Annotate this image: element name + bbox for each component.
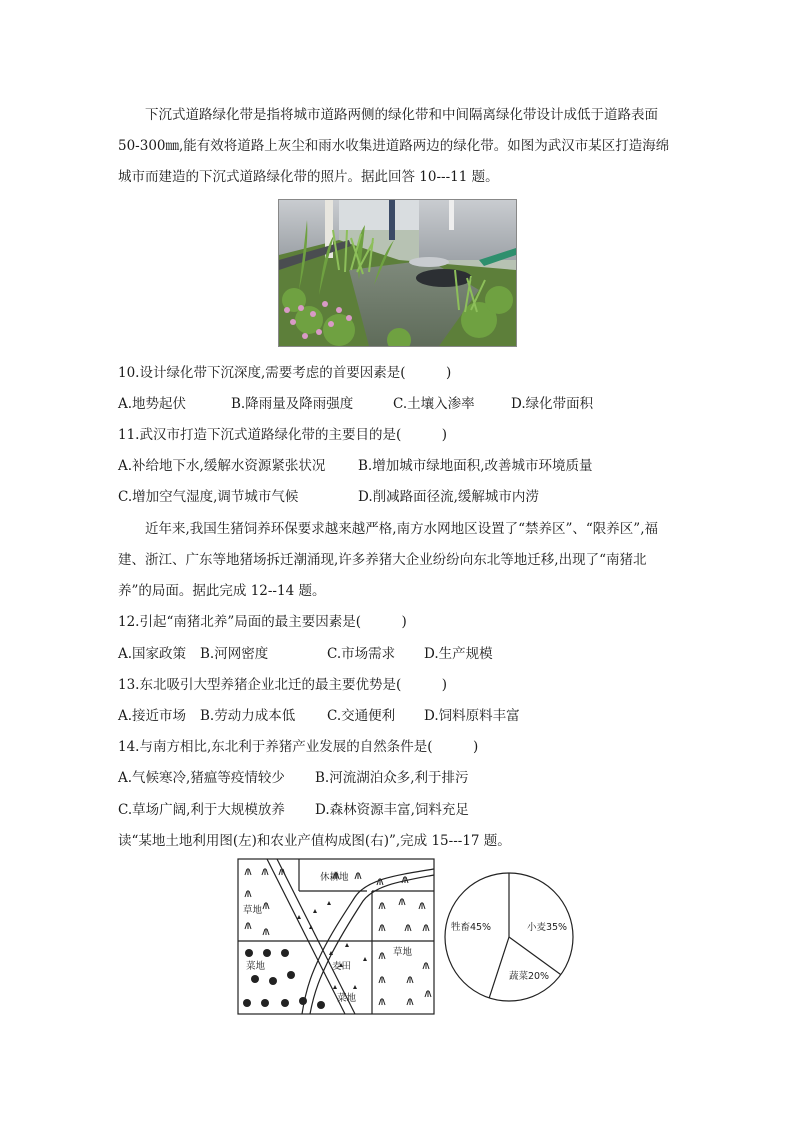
q12-option-c[interactable]: C.市场需求 [327,646,396,662]
label-veg-left: 菜地 [246,961,266,972]
land-use-and-output-figure [237,857,582,1021]
q14-option-d[interactable]: D.森林资源丰富,饲料充足 [315,802,469,818]
pie-slice-boundary-2 [509,937,561,975]
label-grass-right: 草地 [393,947,413,958]
q11-option-b[interactable]: B.增加城市绿地面积,改善城市环境质量 [358,458,593,474]
q13-option-c[interactable]: C.交通便利 [327,708,396,724]
question-11-options-row1 [118,456,593,476]
passage-2: 近年来,我国生猪饲养环保要求越来越严格,南方水网地区设置了“禁养区”、“限养区”,福建、浙江、广东等地猪场拆迁潮涌现,许多养猪大企业纷纷向东北等地迁移,出现了“南猪北养”的局面。据此完成 12--14 题。 [118,521,658,599]
q10-option-c[interactable]: C.土壤入渗率 [393,396,475,412]
q11-option-c[interactable]: C.增加空气湿度,调节城市气候 [118,489,299,505]
pie-slice-boundary-3 [489,937,509,998]
q12-option-b[interactable]: B.河网密度 [200,646,269,662]
q14-option-a[interactable]: A.气候寒冷,猪瘟等疫情较少 [118,770,285,786]
q13-option-d[interactable]: D.饲料原料丰富 [424,708,520,724]
question-12-options [118,644,493,664]
q10-option-d[interactable]: D.绿化带面积 [511,396,594,412]
question-11-stem: 11.武汉市打造下沉式道路绿化带的主要目的是( ) [118,427,448,443]
question-14-stem: 14.与南方相比,东北利于养猪产业发展的自然条件是( ) [118,739,479,755]
output-pie-chart [445,873,573,1001]
question-13-stem: 13.东北吸引大型养猪企业北迁的最主要优势是( ) [118,677,448,693]
label-grass-left: 草地 [243,905,263,916]
q11-option-a[interactable]: A.补给地下水,缓解水资源紧张状况 [118,458,326,474]
pie-label-小麦: 小麦35% [526,922,568,933]
q14-option-c[interactable]: C.草场广阔,利于大规模放养 [118,802,285,818]
question-14-options-row2 [118,800,469,820]
figure-svg [237,857,582,1017]
q11-option-d[interactable]: D.削减路面径流,缓解城市内涝 [358,489,539,505]
label-veg-center: 菜地 [337,993,357,1004]
q13-option-a[interactable]: A.接近市场 [118,708,187,724]
q10-option-b[interactable]: B.降雨量及降雨强度 [231,396,354,412]
question-11-options-row2 [118,487,539,507]
passage-1: 下沉式道路绿化带是指将城市道路两侧的绿化带和中间隔离绿化带设计成低于道路表面 50-300㎜,能有效将道路上灰尘和雨水收集进道路两边的绿化带。如图为武汉市某区打造海绵城市而建造的下沉式道路绿化带的照片。据此回答 10---11 题。 [118,107,670,185]
q13-option-b[interactable]: B.劳动力成本低 [200,708,296,724]
question-10-options [118,394,593,414]
q10-option-a[interactable]: A.地势起伏 [118,396,187,412]
green-belt-photo [278,199,517,347]
question-13-options [118,706,520,726]
q14-option-b[interactable]: B.河流湖泊众多,利于排污 [315,770,469,786]
question-15-17-intro: 读“某地土地利用图(左)和农业产值构成图(右)”,完成 15---17 题。 [118,833,511,849]
question-14-options-row1 [118,768,469,788]
label-wheat: 麦田 [332,961,352,972]
question-10-stem: 10.设计绿化带下沉深度,需要考虑的首要因素是( ) [118,365,452,381]
q12-option-d[interactable]: D.生产规模 [424,646,493,662]
pie-label-蔬菜: 蔬菜20% [508,971,550,982]
q12-option-a[interactable]: A.国家政策 [118,646,187,662]
label-fallow: 休耕地 [320,872,349,883]
question-12-stem: 12.引起“南猪北养”局面的最主要因素是( ) [118,614,407,630]
wheat-symbols [297,901,367,989]
pie-label-牲畜: 牲畜45% [450,922,492,933]
